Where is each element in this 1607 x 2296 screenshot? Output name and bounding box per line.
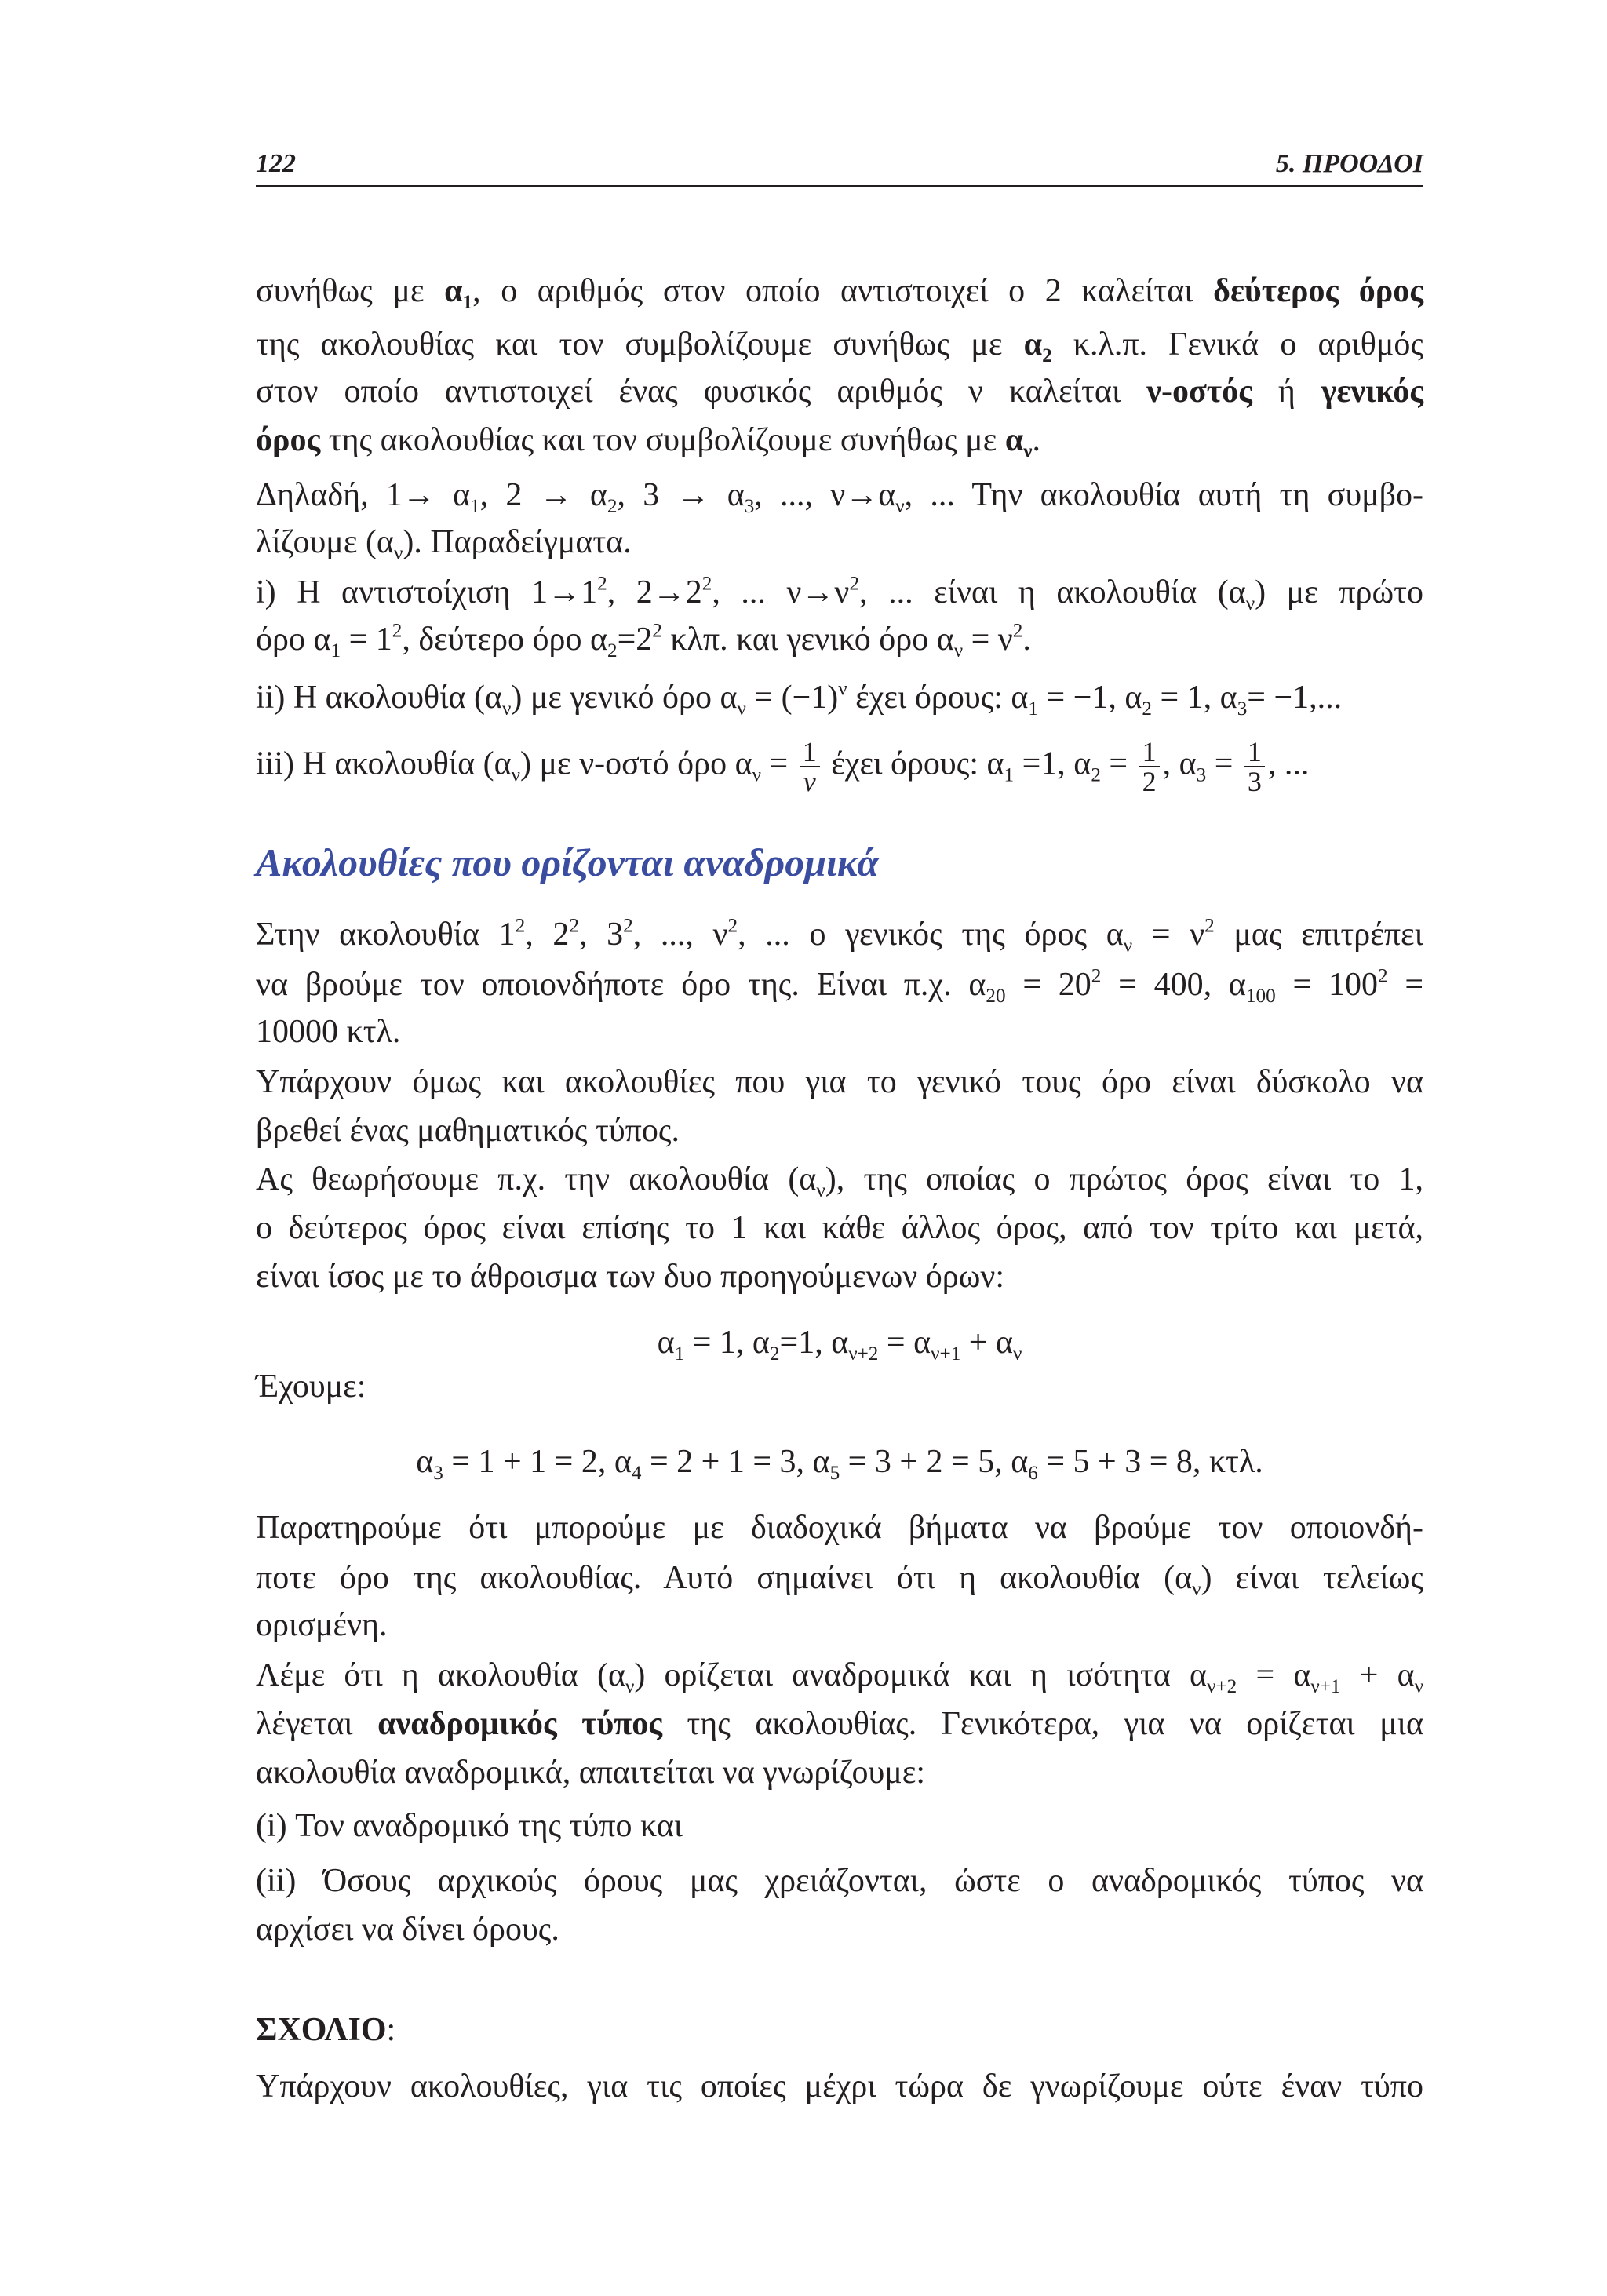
list-item: (ii) Όσους αρχικούς όρους μας χρειάζονται, ώστε ο αναδρομικός τύπος να bbox=[256, 1863, 1423, 1899]
text-line: Παρατηρούμε ότι μπορούμε με διαδοχικά βήματα να βρούμε τον οποιονδή- bbox=[256, 1510, 1423, 1546]
text-line: ορισμένη. bbox=[256, 1607, 388, 1643]
fraction: $\frac{1}{\nu}$ bbox=[800, 738, 820, 796]
comment-heading: ΣΧΟΛΙΟ: bbox=[256, 2012, 396, 2048]
page-number: 122 bbox=[256, 149, 296, 178]
text-line: όρος της ακολουθίας και τον συμβολίζουμε συνήθως με $\alpha_\nu$. bbox=[256, 422, 1041, 462]
text-line: στον οποίο αντιστοιχεί ένας φυσικός αριθμός ν καλείται ν-οστός ή γενικός bbox=[256, 374, 1423, 410]
text-line: Δηλαδή, $1\to \alpha_1$, $2 \to \alpha_2$, $3 \to \alpha_3$, ..., $\nu\to\alpha_\nu$, ... Την ακολουθία αυτή τη συμβο- bbox=[256, 477, 1423, 517]
text-line: βρεθεί ένας μαθηματικός τύπος. bbox=[256, 1113, 680, 1149]
example-ii-line: ii) Η ακολουθία $(\alpha_\nu)$ με γενικό όρο $\alpha_\nu = (-1)^\nu$ έχει όρους: $\alpha_1 = -1$, $\alpha_2 = 1$, $\alpha_3= -1$,... bbox=[256, 678, 1343, 720]
fraction: $\frac{1}{3}$ bbox=[1244, 738, 1265, 796]
example-iii-line: iii) Η ακολουθία $(\alpha_\nu)$ με ν-οστό όρο $\alpha_\nu$ = $\frac{1}{\nu}$ έχει όρους: $\alpha_1 =1$, $\alpha_2$ = $\frac{1}{2}$ , $\alpha_3$ = $\frac{1}{3}$ , ... bbox=[256, 736, 1310, 797]
list-item: (i) Τον αναδρομικό της τύπο και bbox=[256, 1808, 683, 1844]
example-i-line: όρο $\alpha_1 = 1^2$, δεύτερο όρο $\alpha_2=2^2$ κλπ. και γενικό όρο $\alpha_\nu = \nu^2$. bbox=[256, 620, 1031, 661]
text-line: ακολουθία αναδρομικά, απαιτείται να γνωρίζουμε: bbox=[256, 1755, 926, 1791]
chapter-title: 5. ΠΡΟΟΔΟΙ bbox=[1275, 149, 1423, 178]
recursive-formula: $\alpha_1 = 1$, $\alpha_2=1$, $\alpha_{\nu+2} = \alpha_{\nu+1} + \alpha_\nu$ bbox=[657, 1325, 1022, 1365]
list-item: αρχίσει να δίνει όρους. bbox=[256, 1912, 559, 1948]
text-line: της ακολουθίας και τον συμβολίζουμε συνήθως με $\alpha_2$ κ.λ.π. Γενικά ο αριθμός bbox=[256, 326, 1423, 366]
text-line: Ας θεωρήσουμε π.χ. την ακολουθία $(\alpha_\nu)$, της οποίας ο πρώτος όρος είναι το 1, bbox=[256, 1161, 1424, 1201]
text-line: λέγεται αναδρομικός τύπος της ακολουθίας. Γενικότερα, για να ορίζεται μια bbox=[256, 1706, 1424, 1742]
text-line: λίζουμε $(\alpha_\nu)$. Παραδείγματα. bbox=[256, 524, 632, 564]
fraction: $\frac{1}{2}$ bbox=[1139, 738, 1160, 796]
text-line: είναι ίσος με το άθροισμα των δυο προηγούμενων όρων: bbox=[256, 1259, 1005, 1295]
terms-formula: $\alpha_3 = 1 + 1 = 2$, $\alpha_4 = 2 + 1 = 3$, $\alpha_5 = 3 + 2 = 5$, $\alpha_6 = 5 + 3 = 8$, κτλ. bbox=[416, 1444, 1263, 1484]
text-line: ο δεύτερος όρος είναι επίσης το 1 και κάθε άλλος όρος, από τον τρίτο και μετά, bbox=[256, 1210, 1423, 1246]
comment-text: Υπάρχουν ακολουθίες, για τις οποίες μέχρι τώρα δε γνωρίζουμε ούτε έναν τύπο bbox=[256, 2068, 1423, 2105]
text-line: ποτε όρο της ακολουθίας. Αυτό σημαίνει ότι η ακολουθία $(\alpha_\nu)$ είναι τελείως bbox=[256, 1560, 1423, 1600]
text-line: Υπάρχουν όμως και ακολουθίες που για το γενικό τους όρο είναι δύσκολο να bbox=[256, 1064, 1423, 1100]
text-line: να βρούμε τον οποιονδήποτε όρο της. Είναι π.χ. $\alpha_{20} = 20^2 = 400$, $\alpha_{100} = 100^2$ = bbox=[256, 965, 1424, 1007]
page-header bbox=[256, 144, 1423, 187]
text-line: Λέμε ότι η ακολουθία $(\alpha_\nu)$ ορίζεται αναδρομικά και η ισότητα $\alpha_{\nu+2} = \alpha_{\nu+1} + \alpha_\nu$ bbox=[256, 1657, 1423, 1697]
example-i-line: i) Η αντιστοίχιση $1\to 1^2$, $2\to 2^2$, ... $\nu\to\nu^2$, ... είναι η ακολουθία $(\alpha_\nu)$ με πρώτο bbox=[256, 573, 1424, 614]
have-label: Έχουμε: bbox=[256, 1368, 366, 1405]
text-line: Στην ακολουθία $1^2$, $2^2$, $3^2$, ..., $\nu^2$, ... ο γενικός της όρος $\alpha_\nu = \nu^2$ μας επιτρέπει bbox=[256, 915, 1423, 957]
section-heading: Ακολουθίες που ορίζονται αναδρομικά bbox=[256, 840, 880, 884]
text-line: συνήθως με $\alpha_1$, ο αριθμός στον οποίο αντιστοιχεί ο 2 καλείται δεύτερος όρος bbox=[256, 273, 1423, 313]
text-line: 10000 κτλ. bbox=[256, 1014, 401, 1050]
